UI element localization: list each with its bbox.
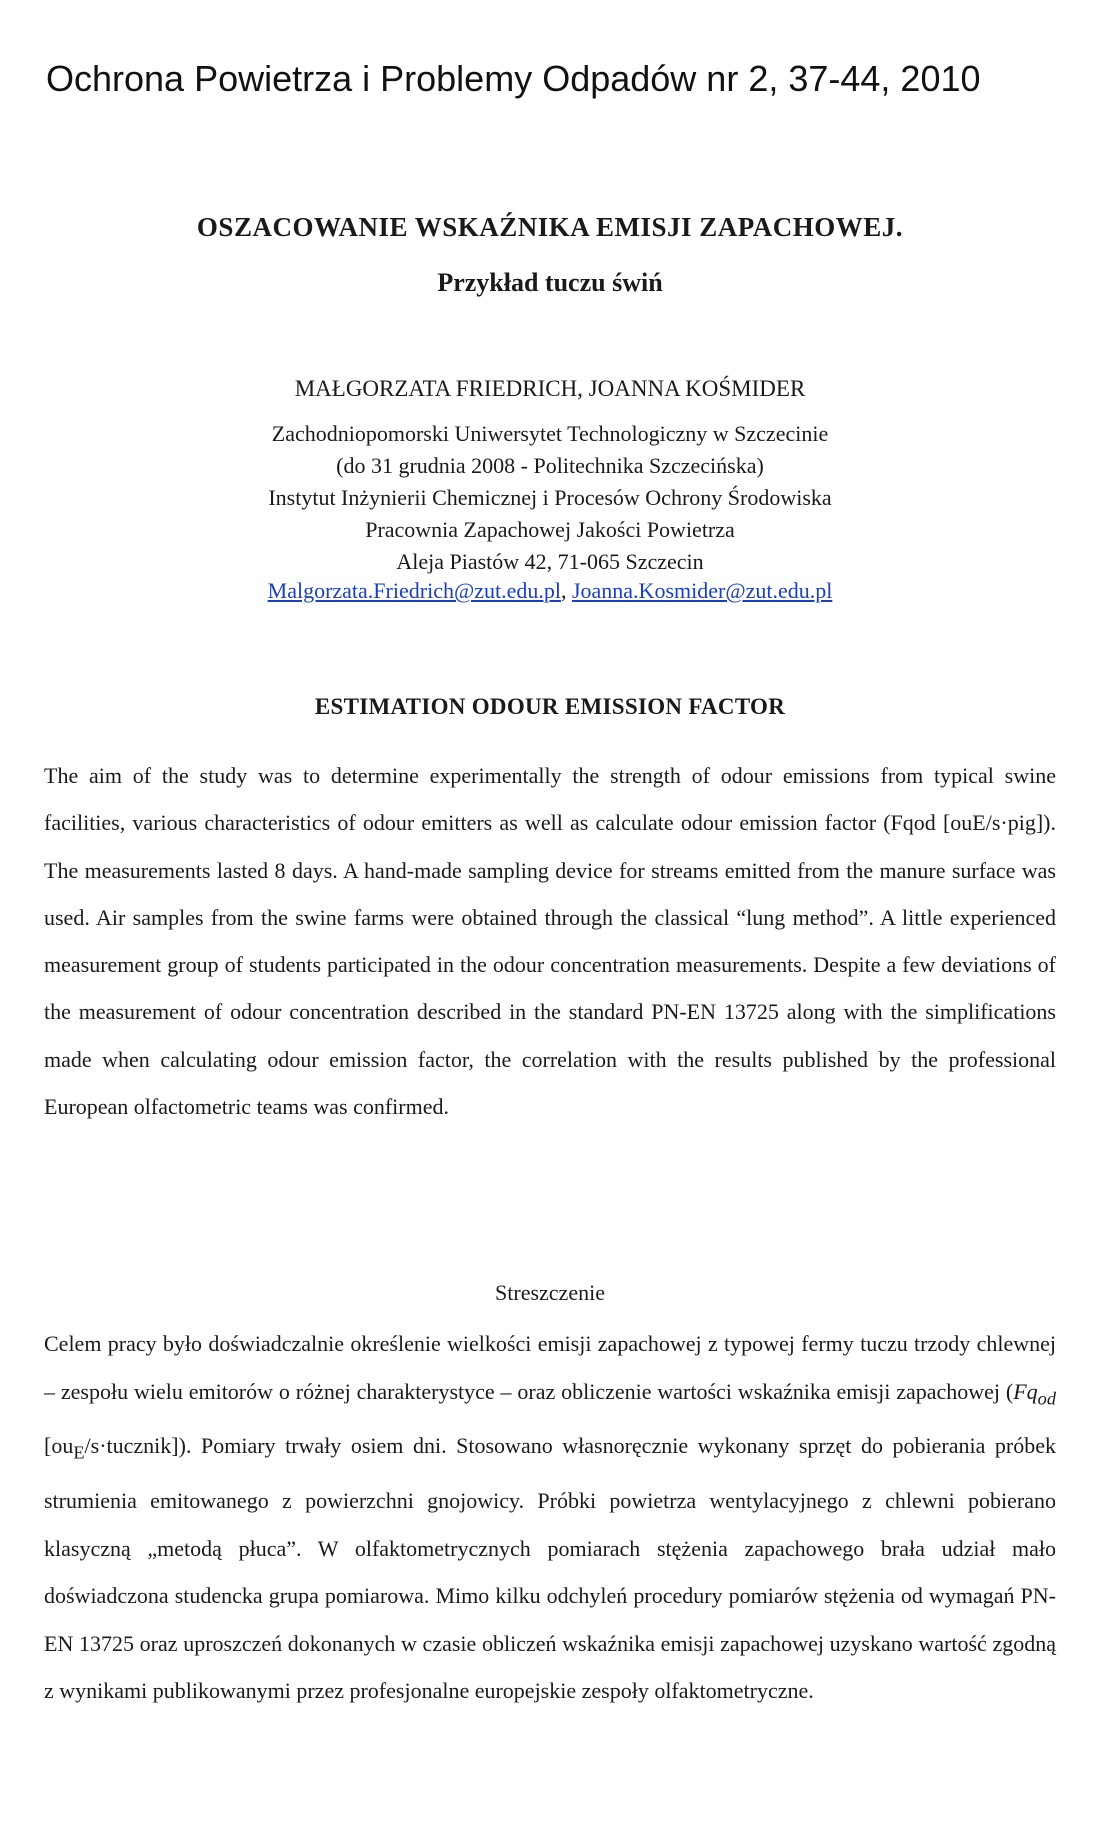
abstract-pl-heading: Streszczenie xyxy=(495,1280,605,1305)
affiliation-line: (do 31 grudnia 2008 - Politechnika Szczecińska) xyxy=(336,453,764,478)
affiliation-line: Pracownia Zapachowej Jakości Powietrza xyxy=(365,517,735,542)
abstract-en-title: ESTIMATION ODOUR EMISSION FACTOR xyxy=(314,694,786,719)
affiliation-line: Instytut Inżynierii Chemicznej i Procesów Ochrony Środowiska xyxy=(268,485,832,510)
email-separator: , xyxy=(560,578,572,603)
symbol-subscript: od xyxy=(1037,1387,1056,1408)
emission-factor-symbol xyxy=(1013,1378,1056,1408)
affiliation xyxy=(0,418,1100,578)
abstract-pl-text-part: /s·tucznik]). Pomiary trwały osiem dni. Stosowano własnoręcznie wykonany sprzęt do pobierania próbek strumienia emitowanego z powierzchni gnojowicy. Próbki powietrza wentylacyjnego z chlewni pobierano klasyczną „metodą płuca”. W olfaktometrycznych pomiarach stężenia zapachowego brała udział mało doświadczona studencka grupa pomiarowa. Mimo kilku odchyleń procedury pomiarów stężenia od wymagań PN-EN 13725 oraz uproszczeń dokonanych w czasie obliczeń wskaźnika emisji zapachowej uzyskano wartość zgodną z wynikami publikowanymi przez profesjonalne europejskie zespoły olfaktometryczne. xyxy=(44,1433,1056,1704)
author-emails xyxy=(0,578,1100,604)
paper-title: OSZACOWANIE WSKAŹNIKA EMISJI ZAPACHOWEJ. xyxy=(196,212,904,242)
unit-subscript: E xyxy=(73,1442,85,1463)
email-link-friedrich[interactable]: Malgorzata.Friedrich@zut.edu.pl xyxy=(267,578,561,603)
affiliation-line: Aleja Piastów 42, 71-065 Szczecin xyxy=(396,549,704,574)
journal-header: Ochrona Powietrza i Problemy Odpadów nr 2, 37-44, 2010 xyxy=(46,58,981,99)
authors: MAŁGORZATA FRIEDRICH, JOANNA KOŚMIDER xyxy=(294,376,806,401)
abstract-pl-text-part: Celem pracy było doświadczalnie określenie wielkości emisji zapachowej z typowej fermy tuczu trzody chlewnej – zespołu wielu emitorów o różnej charakterystyce – oraz obliczenie wartości wskaźnika emisji zapachowej ( xyxy=(44,1331,1056,1404)
unit-text: [ou xyxy=(44,1433,74,1459)
abstract-en-text: The aim of the study was to determine experimentally the strength of odour emissions from typical swine facilities, various characteristics of odour emitters as well as calculate odour emission factor (Fqod [ouE/s·pig]). The measurements lasted 8 days. A hand-made sampling device for streams emitted from the manure surface was used. Air samples from the swine farms were obtained through the classical “lung method”. A little experienced measurement group of students participated in the odour concentration measurements. Despite a few deviations of the measurement of odour concentration described in the standard PN-EN 13725 along with the simplifications made when calculating odour emission factor, the correlation with the results published by the professional European olfactometric teams was confirmed. xyxy=(44,763,1056,1120)
paper-subtitle: Przykład tuczu świń xyxy=(437,268,663,297)
symbol-main: Fq xyxy=(1013,1378,1038,1404)
email-link-kosmider[interactable]: Joanna.Kosmider@zut.edu.pl xyxy=(571,578,833,603)
affiliation-line: Zachodniopomorski Uniwersytet Technologiczny w Szczecinie xyxy=(271,421,829,446)
abstract-pl-text xyxy=(44,1320,1056,1715)
